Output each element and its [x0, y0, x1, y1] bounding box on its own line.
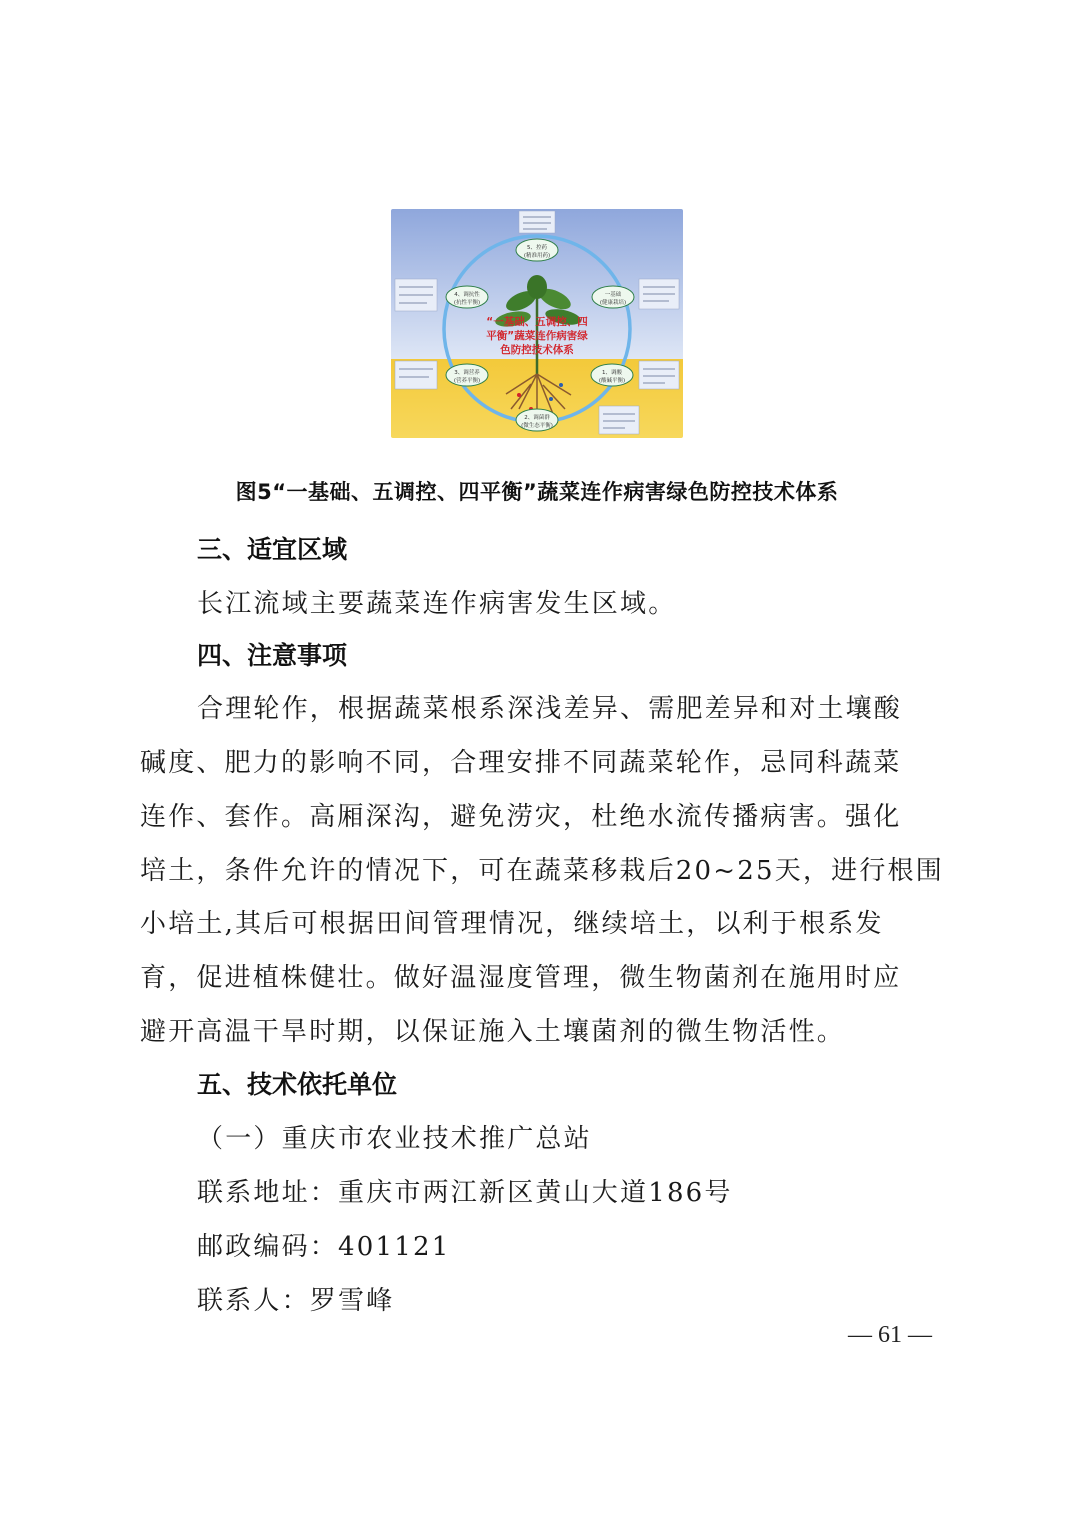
- svg-text:2、调菌群: 2、调菌群: [524, 415, 550, 421]
- notes-line-7: 避开高温干旱时期，以保证施入土壤菌剂的微生物活性。: [140, 1017, 846, 1047]
- svg-text:3、调营养: 3、调营养: [454, 370, 480, 376]
- svg-text:(抗性平衡): (抗性平衡): [453, 300, 481, 306]
- center-title-line-2: 平衡”蔬菜连作病害绿: [486, 330, 588, 342]
- node-control-pesticide: [516, 239, 558, 261]
- center-title-line-1: “一基础、五调控、四: [486, 316, 588, 328]
- notes-line-4: 培土，条件允许的情况下，可在蔬菜移栽后20~25天，进行根围: [140, 856, 944, 886]
- figure-caption: 图5“一基础、五调控、四平衡”蔬菜连作病害绿色防控技术体系: [235, 480, 839, 504]
- svg-text:(酸碱平衡): (酸碱平衡): [598, 378, 626, 384]
- support-org-name: （一）重庆市农业技术推广总站: [197, 1124, 592, 1154]
- section-heading-suitable-area: 三、适宜区域: [197, 535, 348, 564]
- support-contact: 联系人：罗雪峰: [197, 1286, 395, 1316]
- svg-text:(营养平衡): (营养平衡): [453, 378, 481, 384]
- svg-text:(微生态平衡): (微生态平衡): [521, 423, 553, 429]
- support-postcode: 邮政编码：401121: [197, 1232, 451, 1262]
- svg-text:一基础: 一基础: [604, 292, 622, 298]
- svg-text:(健康栽培): (健康栽培): [599, 300, 627, 306]
- svg-text:4、调抗性: 4、调抗性: [454, 292, 480, 298]
- notes-line-1: 合理轮作，根据蔬菜根系深浅差异、需肥差异和对土壤酸: [197, 694, 903, 724]
- support-address: 联系地址：重庆市两江新区黄山大道186号: [197, 1178, 733, 1208]
- node-adjust-acidity: [591, 364, 633, 386]
- section-heading-notes: 四、注意事项: [197, 641, 348, 670]
- section-heading-support-unit: 五、技术依托单位: [197, 1070, 398, 1099]
- node-adjust-microbes: [516, 409, 558, 431]
- suitable-area-text: 长江流域主要蔬菜连作病害发生区域。: [197, 589, 677, 619]
- page-number: — 61 —: [848, 1322, 932, 1348]
- notes-line-2: 碱度、肥力的影响不同，合理安排不同蔬菜轮作，忌同科蔬菜: [140, 748, 902, 778]
- center-title-line-3: 色防控技术体系: [500, 344, 574, 356]
- diagram-figure: [391, 209, 683, 438]
- node-adjust-resistance: [446, 286, 488, 308]
- svg-text:1、调酸: 1、调酸: [602, 370, 622, 376]
- node-foundation: [592, 286, 634, 308]
- notes-line-6: 育，促进植株健壮。做好温湿度管理，微生物菌剂在施用时应: [140, 963, 902, 993]
- center-title: [486, 315, 588, 356]
- node-adjust-nutrition: [446, 364, 488, 386]
- notes-line-5: 小培土,其后可根据田间管理情况，继续培土，以利于根系发: [140, 909, 884, 939]
- svg-text:(精准用药): (精准用药): [523, 253, 551, 259]
- svg-text:5、控药: 5、控药: [527, 245, 547, 251]
- notes-line-3: 连作、套作。高厢深沟，避免涝灾，杜绝水流传播病害。强化: [140, 802, 902, 832]
